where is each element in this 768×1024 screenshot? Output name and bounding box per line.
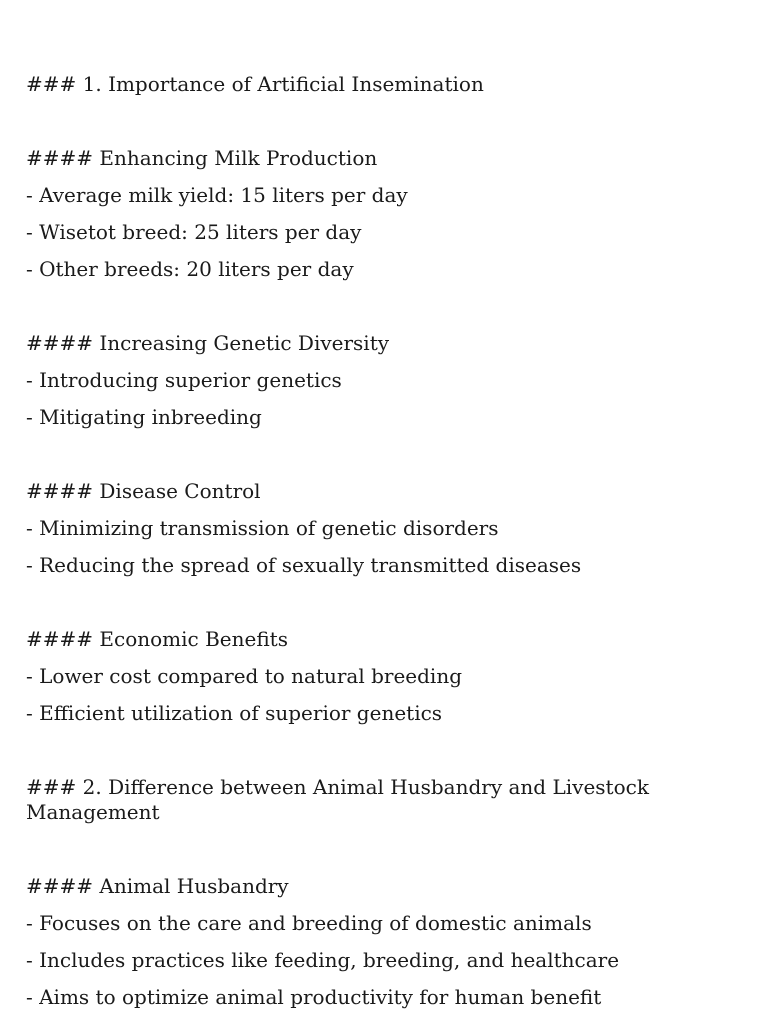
subsection-disease-control-heading: #### Disease Control [26, 479, 261, 503]
subsection-genetic-diversity-heading: #### Increasing Genetic Diversity [26, 331, 390, 355]
section-2-heading: ### 2. Difference between Animal Husbandry and Livestock Management [26, 775, 649, 824]
list-item: - Mitigating inbreeding [26, 405, 262, 429]
list-item: - Includes practices like feeding, breeding, and healthcare [26, 948, 620, 972]
subsection-milk-production-heading: #### Enhancing Milk Production [26, 146, 378, 170]
list-item: - Average milk yield: 15 liters per day [26, 183, 408, 207]
list-item: - Minimizing transmission of genetic disorders [26, 516, 499, 540]
list-item: - Other breeds: 20 liters per day [26, 257, 354, 281]
list-item: - Introducing superior genetics [26, 368, 342, 392]
list-item: - Aims to optimize animal productivity for human benefit [26, 985, 602, 1009]
subsection-animal-husbandry-heading: #### Animal Husbandry [26, 874, 289, 898]
list-item: - Reducing the spread of sexually transmitted diseases [26, 553, 582, 577]
list-item: - Efficient utilization of superior genetics [26, 701, 443, 725]
list-item: - Lower cost compared to natural breeding [26, 664, 463, 688]
subsection-economic-benefits-heading: #### Economic Benefits [26, 627, 288, 651]
section-1-heading: ### 1. Importance of Artificial Insemination [26, 72, 484, 96]
list-item: - Focuses on the care and breeding of domestic animals [26, 911, 592, 935]
list-item: - Wisetot breed: 25 liters per day [26, 220, 362, 244]
